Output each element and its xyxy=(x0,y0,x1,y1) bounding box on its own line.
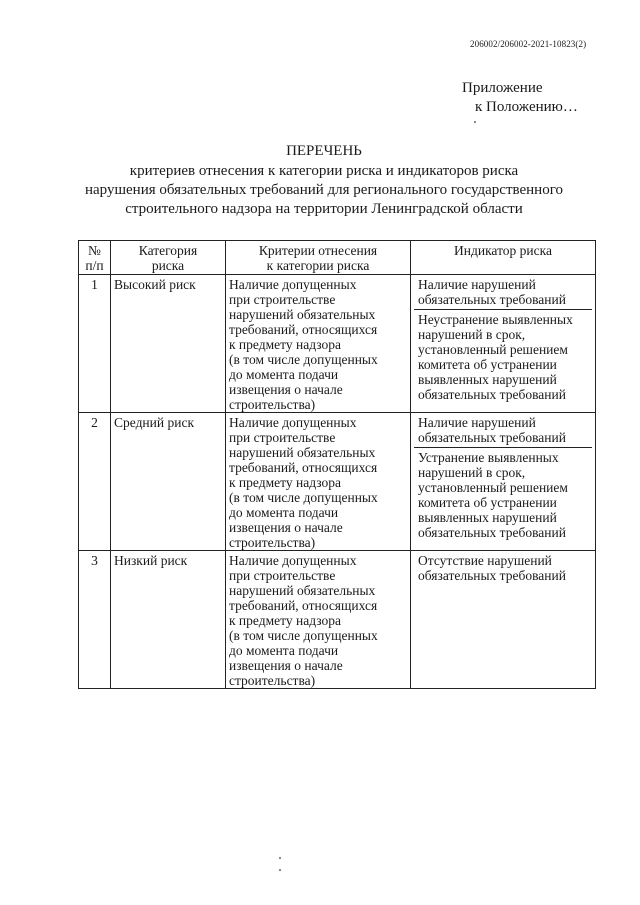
risk-category-cell xyxy=(111,275,226,413)
criteria-line: требований, относящихся xyxy=(229,460,378,475)
criteria-line: извещения о начале xyxy=(229,382,343,397)
risk-category: Низкий риск xyxy=(114,553,188,568)
indicator-cell xyxy=(411,551,596,689)
criteria-line: (в том числе допущенных xyxy=(229,352,378,367)
table-row xyxy=(79,413,596,551)
criteria-line: нарушений обязательных xyxy=(229,307,376,322)
indicator-line: Наличие нарушений xyxy=(418,277,536,292)
header-criteria-line-1: Критерии отнесения xyxy=(258,243,378,258)
indicator-line: выявленных нарушений xyxy=(418,510,557,525)
table-header-row xyxy=(79,241,596,275)
criteria-line: до момента подачи xyxy=(229,367,339,382)
indicator-item xyxy=(414,310,592,404)
header-indicator-line-1: Индикатор риска xyxy=(454,243,552,258)
scan-speck xyxy=(279,869,281,871)
indicator-line: установленный решением xyxy=(418,480,568,495)
indicator-line: установленный решением xyxy=(418,342,568,357)
criteria-line: к предмету надзора xyxy=(229,613,341,628)
indicator-line: Отсутствие нарушений xyxy=(418,553,552,568)
criteria-line: к предмету надзора xyxy=(229,337,341,352)
criteria-line: при строительстве xyxy=(229,568,336,583)
criteria-line: к предмету надзора xyxy=(229,475,341,490)
criteria-line: требований, относящихся xyxy=(229,322,378,337)
criteria-cell xyxy=(226,275,411,413)
row-number: 1 xyxy=(91,277,98,292)
criteria-line: Наличие допущенных xyxy=(229,415,357,430)
header-category xyxy=(111,241,226,275)
criteria-line: нарушений обязательных xyxy=(229,583,376,598)
criteria-line: до момента подачи xyxy=(229,643,339,658)
document-id: 206002/206002-2021-10823(2) xyxy=(470,39,587,49)
criteria-line: Наличие допущенных xyxy=(229,553,357,568)
criteria-line: строительства) xyxy=(229,535,316,550)
row-number-cell xyxy=(79,413,111,551)
appendix-line-2: к Положению… xyxy=(475,99,578,115)
indicator-line: обязательных требований xyxy=(418,430,566,445)
criteria-line: извещения о начале xyxy=(229,658,343,673)
criteria-cell xyxy=(226,413,411,551)
indicator-line: обязательных требований xyxy=(418,568,566,583)
indicator-line: нарушений в срок, xyxy=(418,327,526,342)
appendix-reference xyxy=(462,79,632,117)
criteria-line: Наличие допущенных xyxy=(229,277,357,292)
criteria-cell xyxy=(226,551,411,689)
header-indicator xyxy=(411,241,596,275)
risk-category: Высокий риск xyxy=(114,277,196,292)
criteria-line: (в том числе допущенных xyxy=(229,628,378,643)
indicator-item xyxy=(414,551,592,585)
title-line-2: нарушения обязательных требований для регионального государственного xyxy=(84,182,563,198)
criteria-line: строительства) xyxy=(229,673,316,688)
indicator-line: обязательных требований xyxy=(418,387,566,402)
risk-category: Средний риск xyxy=(114,415,195,430)
indicator-item xyxy=(414,448,592,542)
title-heading: ПЕРЕЧЕНЬ xyxy=(286,143,362,159)
indicator-line: Неустранение выявленных xyxy=(418,312,573,327)
indicator-line: обязательных требований xyxy=(418,525,566,540)
indicator-line: Устранение выявленных xyxy=(418,450,559,465)
indicator-cell xyxy=(411,413,596,551)
title-line-1: критериев отнесения к категории риска и индикаторов риска xyxy=(129,163,519,179)
row-number: 3 xyxy=(91,553,98,568)
criteria-line: нарушений обязательных xyxy=(229,445,376,460)
header-number xyxy=(79,241,111,275)
title-line-3: строительного надзора на территории Ленинградской области xyxy=(125,201,523,217)
indicator-line: комитета об устранении xyxy=(418,357,557,372)
appendix-line-1: Приложение xyxy=(462,80,543,96)
indicator-line: комитета об устранении xyxy=(418,495,557,510)
indicator-item xyxy=(414,413,592,448)
header-number-line-2: п/п xyxy=(85,258,104,273)
table-row xyxy=(79,275,596,413)
document-title xyxy=(60,142,588,219)
criteria-line: извещения о начале xyxy=(229,520,343,535)
table-row xyxy=(79,551,596,689)
indicator-cell xyxy=(411,275,596,413)
header-criteria xyxy=(226,241,411,275)
header-number-line-1: № xyxy=(88,243,101,258)
header-criteria-line-2: к категории риска xyxy=(266,258,370,273)
risk-category-cell xyxy=(111,413,226,551)
header-category-line-1: Категория xyxy=(138,243,198,258)
header-category-line-2: риска xyxy=(151,258,185,273)
criteria-line: строительства) xyxy=(229,397,316,412)
scan-speck xyxy=(474,121,476,123)
indicator-item xyxy=(414,275,592,310)
row-number-cell xyxy=(79,275,111,413)
criteria-line: требований, относящихся xyxy=(229,598,378,613)
criteria-line: при строительстве xyxy=(229,292,336,307)
criteria-line: при строительстве xyxy=(229,430,336,445)
risk-category-cell xyxy=(111,551,226,689)
risk-criteria-table xyxy=(78,240,596,689)
indicator-line: Наличие нарушений xyxy=(418,415,536,430)
criteria-line: (в том числе допущенных xyxy=(229,490,378,505)
indicator-line: обязательных требований xyxy=(418,292,566,307)
row-number-cell xyxy=(79,551,111,689)
criteria-line: до момента подачи xyxy=(229,505,339,520)
scan-speck xyxy=(279,857,281,859)
row-number: 2 xyxy=(91,415,98,430)
indicator-line: выявленных нарушений xyxy=(418,372,557,387)
indicator-line: нарушений в срок, xyxy=(418,465,526,480)
